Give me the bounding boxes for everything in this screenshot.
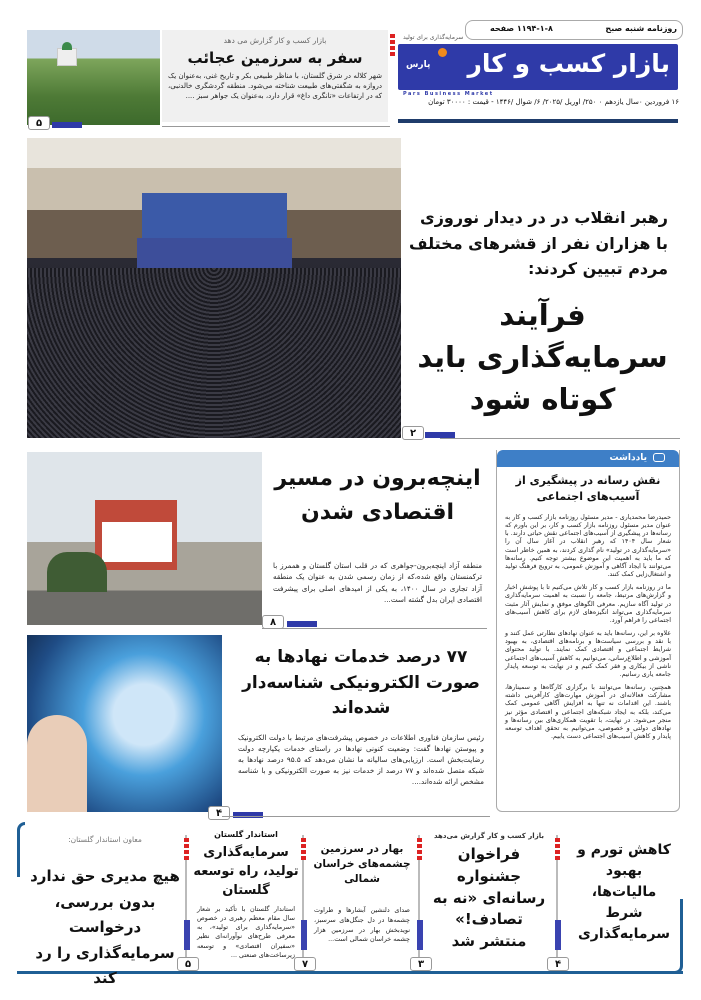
egov-body: رئیس سازمان فناوری اطلاعات در خصوص پیشرفت‌های مرتبط با دولت الکترونیک و پیوستن نهادها گفت: وضعیت کنونی نهادها در راستای خدمات یکپارچه دولت رضایت‌بخش است. ارزیابی‌های سالیانه ما نشان می‌دهد که ۹۵.۵ درصد نهادها به شبکه متصل شده‌اند و ۷۷ درصد از خدمات نیز به صورت الکترونیکی و با شناسه مشخص ارائه شده‌اند.... [238, 732, 485, 787]
editorial[interactable] [496, 450, 680, 812]
lead-photo [27, 138, 401, 438]
logo-text: بازار کسب و کار [467, 49, 670, 78]
lead-title: فرآیند سرمایه‌گذاری باید کوتاه شود [417, 297, 668, 416]
day-label: روزنامه شنبه صبح [605, 24, 677, 33]
bottom-title: فراخوان جشنواره رسانه‌ای «نه به تصادف!» منتشر شد [432, 845, 546, 950]
page-tag: ۷ [294, 957, 316, 971]
lead-kicker: رهبر انقلاب در در دیدار نوروزی با هزاران نفر از قشرهای مختلف مردم تبیین کردند: [409, 208, 668, 279]
editorial-p2: ما در روزنامه بازار کسب و کار تلاش می‌کنیم تا با پوشش اخبار و گزارش‌های مرتبط، جامعه را نسبت به اهمیت سرمایه‌گذاری در تولید آگاه سازیم. معرفی الگوهای موفق و نمایش آثار مثبت سرمایه‌گذاری می‌تواند انگیزه‌های لازم برای کاهش آسیب‌های اجتماعی را فراهم آورد. [505, 584, 671, 624]
page-tag: ۳ [410, 957, 432, 971]
masthead [395, 20, 685, 124]
teaser-kicker: بازار کسب و کار گزارش می دهد [223, 36, 327, 45]
teaser-title: سفر به سرزمین عجائب [187, 49, 363, 67]
bottom-story[interactable] [572, 840, 676, 945]
date-line: ۱۶ فروردین ۰سال یازدهم ۰ ۲۵۰/ اوریل /۲۰۲۵/ ۶/ شوال /۱۴۴۶ - قیمت : ۳۰۰۰۰ تومان [428, 98, 679, 106]
page-tag: ۵ [177, 957, 199, 971]
bottom-kicker: معاون استاندار گلستان: [68, 835, 142, 844]
bottom-title: بهار در سرزمین چشمه‌های خراسان شمالی [313, 843, 411, 886]
bottom-story[interactable] [426, 832, 552, 953]
editorial-section: یادداشت [609, 453, 647, 463]
slogan: سرمایه‌گذاری برای تولید [403, 34, 464, 41]
notebook-icon [653, 453, 665, 462]
egov-title: ۷۷ درصد خدمات نهادها به صورت الکترونیکی شناسه‌دار شده‌اند [242, 647, 480, 718]
bottom-kicker: بازار کسب و کار گزارش می‌دهد [433, 832, 544, 840]
top-teaser[interactable] [162, 30, 388, 122]
editorial-p3: علاوه بر این، رسانه‌ها باید به عنوان نهادهای نظارتی عمل کنند و با نقد و بررسی سیاست‌ها و برنامه‌های اقتصادی، به بهبود شرایط اجتماعی و اقتصادی کمک نمایند. با تولید محتوای آموزشی و اطلاع‌رسانی، می‌توانیم به کاهش آسیب‌های اجتماعی ناشی از بیکاری و فقر کمک کنیم و در نهایت به توسعه پایدار جامعه یاری رسانیم. [505, 630, 671, 678]
bottom-title: کاهش تورم و بهبود مالیات‌ها، شرط سرمایه‌گذاری [577, 842, 671, 942]
page-tag: ۴ [208, 806, 230, 820]
incheh-story[interactable] [265, 462, 490, 605]
egov-story[interactable] [232, 645, 490, 787]
bottom-story[interactable] [193, 830, 299, 960]
incheh-title: اینچه‌برون در مسیر اقتصادی شدن [274, 466, 481, 526]
bottom-title: هیچ مدیری حق ندارد بدون بررسی، درخواست سرمایه‌گذاری را رد کند [30, 867, 180, 987]
bottom-body: صدای دلنشین آبشارها و طراوت چشمه‌ها در دل جنگل‌های سرسبز، نویدبخش بهار در سرزمین هزار چشمه خراسان شمالی است... [314, 905, 410, 944]
bottom-kicker: استاندار گلستان [214, 830, 278, 839]
kalaleh-photo [27, 30, 160, 125]
bottom-story[interactable] [310, 842, 414, 945]
editorial-p4: همچنین، رسانه‌ها می‌توانند با برگزاری کارگاه‌ها و سمینارها، مشارکت فعالانه‌ای در آموزش مهارت‌های کارآفرینی داشته باشند. این اقدامات نه تنها به افزایش آگاهی عمومی کمک می‌کند، بلکه به ایجاد شبکه‌های اجتماعی و اقتصادی مؤثر نیز منجر می‌شود. در نهایت، با تقویت همکاری‌های بین رسانه‌ها و نهادهای دولتی و خصوصی، می‌توانیم به تحقق اهداف توسعه پایدار و کاهش آسیب‌های اجتماعی دست یابیم. [505, 684, 671, 741]
egov-photo [27, 635, 222, 812]
incheh-photo [27, 452, 262, 625]
bottom-story[interactable] [30, 835, 180, 992]
page-tag: ۸ [262, 615, 284, 629]
logo-accent-icon [438, 48, 447, 57]
page-tag: ۵ [28, 116, 50, 130]
editorial-title: نقش رسانه در پیشگیری از آسیب‌های اجتماعی [515, 474, 661, 503]
page-tag: ۴ [547, 957, 569, 971]
bottom-body: استاندار گلستان با تأکید بر شعار سال مقام معظم رهبری در خصوص «سرمایه‌گذاری برای تولید»، به معرفی طرح‌های نوآورانه‌ای نظیر «سفیران اقتصادی» و توسعه زیرساخت‌های صنعتی ... [197, 904, 295, 959]
bottom-title: سرمایه‌گذاری تولید، راه توسعه گلستان [193, 845, 299, 898]
editorial-header [497, 450, 679, 467]
lead-story[interactable] [405, 205, 680, 420]
page-tag: ۲ [402, 426, 424, 440]
incheh-body: منطقه آزاد اینچه‌برون-جواهری که در قلب استان گلستان و هممرز با ترکمنستان واقع شده،که از زمان رسمی شدن به عنوان یک منطقه آزاد تجاری در سال ۱۴۰۰، به یکی از امیدهای اصلی برای پیشرفت اقتصادی ایران بدل گشته است... [273, 561, 482, 604]
logo [398, 44, 678, 90]
english-name: Pars Business Market [403, 91, 494, 97]
editorial-p1: حمیدرضا محمدیاری - مدیر مسئول روزنامه بازار کسب و کار به عنوان مدیر مسئول روزنامه بازار کسب و کار، بر این باورم که رسانه‌ها در پیشگیری از آسیب‌های اجتماعی نقش حیاتی دارند. با شعار سال ۱۴۰۴ که رهبر انقلاب در آغاز سال آن را «سرمایه‌گذاری در تولید» نام گذاری کردند، به همین خاطر است که ما باید به اهمیت این موضوع بیشتر توجه کنیم. رسانه‌ها می‌توانند با ایجاد آگاهی و آموزش عمومی، به ترویج فرهنگ تولید و اشتغال‌زایی کمک کنند. [505, 513, 671, 579]
issue-label: ۱۱۹۴-۱-۸ صفحه [490, 24, 553, 33]
logo-sub: پارس [406, 60, 431, 70]
teaser-body: شهر کلاله در شرق گلستان، با مناظر طبیعی بکر و تاریخ غنی، به‌عنوان یک دروازه به شگفتی‌های طبیعت شناخته می‌شود. منطقه گردشگری خالدنبی، که در ارتفاعات «تانگری داغ» قرار دارد، به‌عنوان یک جواهر سبز .... [168, 71, 382, 101]
